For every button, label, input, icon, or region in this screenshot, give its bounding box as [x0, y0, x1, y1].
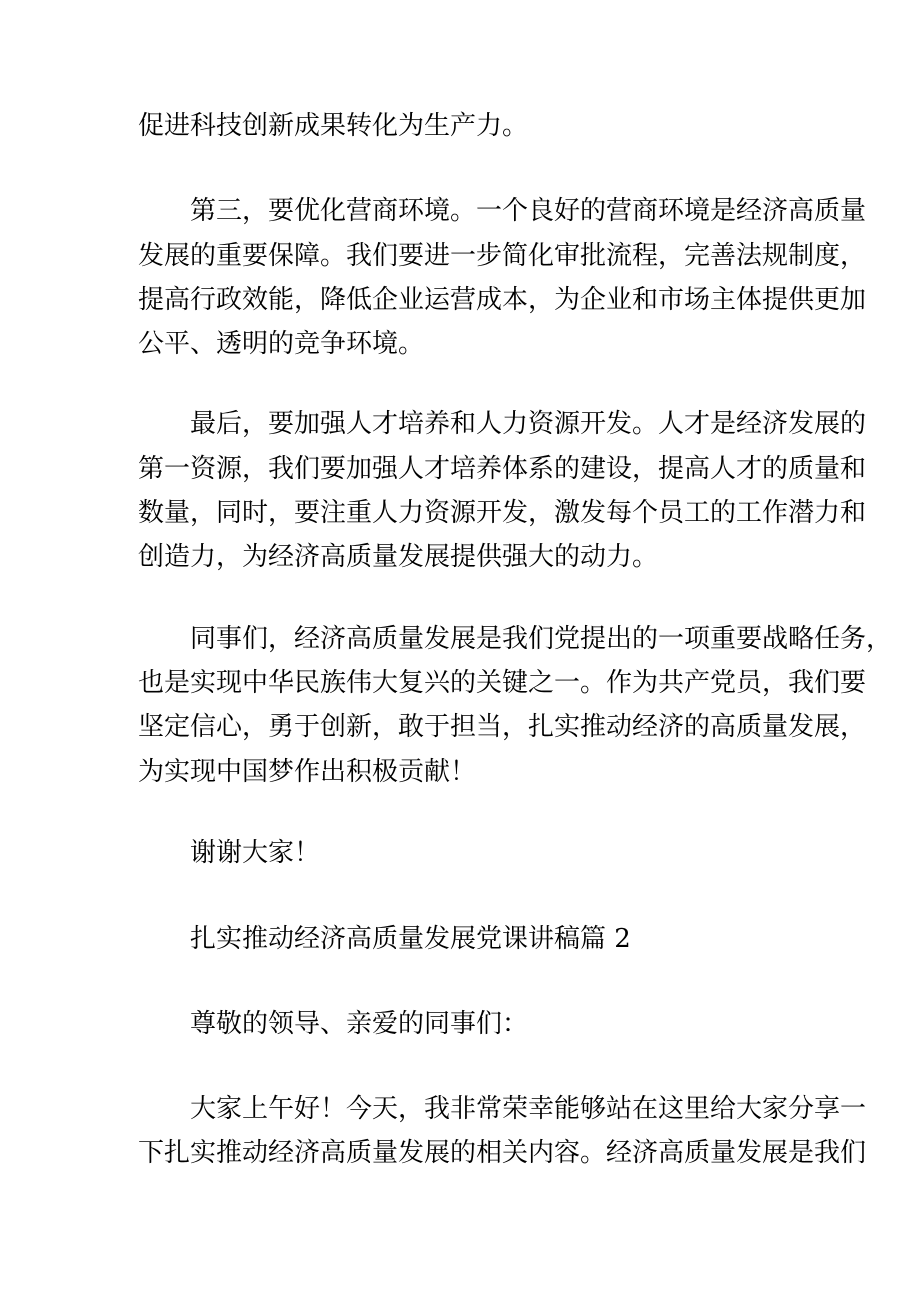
paragraph-line: 创造力，为经济高质量发展提供强大的动力。: [138, 542, 659, 572]
paragraph-line: 公平、透明的竞争环境。: [138, 329, 425, 359]
paragraph-line: 最后，要加强人才培养和人力资源开发。人才是经济发展的: [190, 409, 867, 439]
paragraph-line: 下扎实推动经济高质量发展的相关内容。经济高质量发展是我们: [138, 1138, 867, 1168]
paragraph-line: 也是实现中华民族伟大复兴的关键之一。作为共产党员，我们要: [138, 668, 867, 698]
salutation: 尊敬的领导、亲爱的同事们：: [190, 1009, 529, 1039]
paragraph-line: 为实现中国梦作出积极贡献！: [138, 757, 477, 787]
paragraph-line: 数量，同时，要注重人力资源开发，激发每个员工的工作潜力和: [138, 498, 867, 528]
paragraph-line: 促进科技创新成果转化为生产力。: [138, 111, 529, 141]
paragraph-line: 发展的重要保障。我们要进一步简化审批流程，完善法规制度，: [138, 241, 867, 271]
paragraph-line: 大家上午好！今天，我非常荣幸能够站在这里给大家分享一: [190, 1094, 867, 1124]
paragraph-line: 第三，要优化营商环境。一个良好的营商环境是经济高质量: [190, 196, 867, 226]
paragraph-line: 第一资源，我们要加强人才培养体系的建设，提高人才的质量和: [138, 454, 867, 484]
paragraph-line: 坚定信心，勇于创新，敢于担当，扎实推动经济的高质量发展，: [138, 712, 867, 742]
paragraph-line: 提高行政效能，降低企业运营成本，为企业和市场主体提供更加: [138, 285, 867, 315]
closing-thanks: 谢谢大家！: [190, 838, 321, 868]
paragraph-line: 同事们，经济高质量发展是我们党提出的一项重要战略任务，: [190, 624, 893, 654]
section-title: 扎实推动经济高质量发展党课讲稿篇 2: [190, 924, 631, 954]
